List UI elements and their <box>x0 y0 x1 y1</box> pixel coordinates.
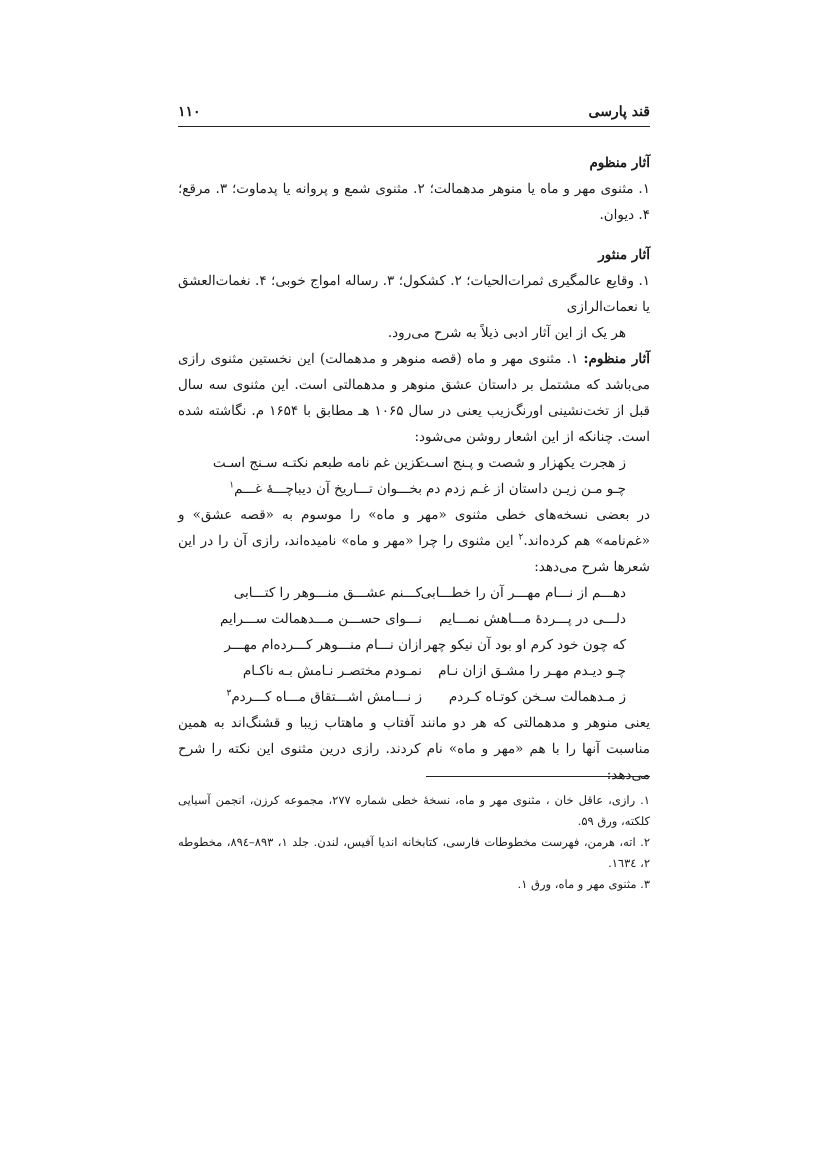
hemistich-first: چـو دیـدم مهـر را مشـق ازان نـام <box>438 663 626 679</box>
footnote: ۱. رازی، عاقل خان ، مثنوی مهر و ماه، نسخهٔ خطی شماره ۲۷۷، مجموعه کرزن، انجمن آسیایی کلکته، ورق ۵۹. <box>178 793 650 828</box>
paragraph-2 <box>178 502 650 580</box>
couplet <box>178 658 626 684</box>
verse-works-heading: آثار منظوم <box>589 155 650 171</box>
verses-block-1 <box>178 450 650 502</box>
hemistich-text: ز نـــامش اشـــتقاق مـــاه کـــردم <box>231 689 422 705</box>
footnotes <box>178 790 650 895</box>
hemistich-text: بخـــوان تـــاریخ آن دیباچـــۀ غـــم <box>234 481 422 497</box>
couplet <box>178 606 626 632</box>
running-header <box>178 104 650 127</box>
footnote: ۲. اته، هرمن، فهرست مخطوطات فارسی، کتابخانه اندیا آفیس، لندن. جلد ۱، ۸۹۳–۸۹٤، مخطوطه ۲، ۱٦۳٤. <box>178 835 650 870</box>
hemistich-second <box>202 476 422 502</box>
couplet <box>178 580 626 606</box>
hemistich-first: چـو مـن زیـن داستان از غـم زدم دم <box>426 481 626 497</box>
page-number: ۱۱۰ <box>178 104 201 120</box>
hemistich-second: ازان نـــام منـــوهر کـــرده‌ام مهـــر <box>224 637 422 653</box>
couplet <box>178 450 626 476</box>
hemistich-first: دلـــی در پـــردۀ مـــاهش نمـــایم <box>439 611 626 627</box>
footnote-ref: ۲ <box>518 532 524 543</box>
couplet <box>178 632 626 658</box>
hemistich-first: که چون خود کرم او بود آن نیکو چهر <box>424 637 626 653</box>
hemistich-first: ز مـدهمالت سـخن کوتـاه کـردم <box>448 689 626 705</box>
footnote-ref: ۳ <box>226 688 232 699</box>
hemistich-first: ز هجرت یکهزار و شصت و پـنج اسـت <box>416 455 626 471</box>
prose-works-list: ۱. وقایع عالمگیری ثمرات‌الحیات؛ ۲. کشکول؛ ۳. رساله امواج خوبی؛ ۴. نغمات‌العشق یا نعمات‌الرازی <box>178 273 651 315</box>
paragraph-3: یعنی منوهر و مدهمالتی که هر دو مانند آفتاب و ماهتاب زیبا و قشنگ‌اند به همین مناسبت آنها را با هم «مهر و ماه» نام کردند. رازی درین مثنوی این نکته را شرح می‌دهد: <box>178 715 650 783</box>
footnote-divider <box>426 776 650 777</box>
couplet <box>178 476 626 502</box>
running-title: قند پارسی <box>588 104 650 120</box>
hemistich-second <box>202 684 422 710</box>
verses-block-2 <box>178 580 650 710</box>
section-text: ۱. مثنوی مهر و ماه (قصه منوهر و مدهمالت) این نخستین مثنوی رازی می‌باشد که مشتمل بر داستان عشق منوهر و مدهمالتی است. این مثنوی سه سال قبل از تخت‌نشینی اورنگ‌زیب یعنی در سال ۱۰۶۵ هـ مطابق با ۱۶۵۴ م. نگاشته شده است. چنانکه از این اشعار روشن می‌شود: <box>178 351 650 445</box>
hemistich-second: نمـودم مختصـر نـامش بـه ناکـام <box>242 663 422 679</box>
hemistich-second: کـــنم عشـــق منـــوهر را کتـــابی <box>233 585 422 601</box>
paragraph-2-text: در بعضی نسخه‌های خطی مثنوی «مهر و ماه» را موسوم به «قصه عشق» و «غم‌نامه» هم کرده‌اند. <box>178 507 650 549</box>
verse-works-list: ۱. مثنوی مهر و ماه یا منوهر مدهمالت؛ ۲. مثنوی شمع و پروانه یا پدماوت؛ ۳. مرقع؛ ۴. دیوان. <box>178 181 650 223</box>
hemistich-first: دهـــم از نـــام مهـــر آن را خطـــابی <box>420 585 626 601</box>
spacer <box>178 228 650 242</box>
hemistich-second: کزین غم نامه طبعم نکتـه سـنج اسـت <box>212 455 422 471</box>
intro-line: هر یک از این آثار ادبی ذیلاً به شرح می‌رود. <box>387 325 626 341</box>
prose-works-heading: آثار منثور <box>598 247 650 263</box>
footnote-ref: ۱ <box>229 480 235 491</box>
footnote: ۳. مثنوی مهر و ماه، ورق ۱. <box>517 877 650 891</box>
paragraph-2-rest: این مثنوی را چرا «مهر و ماه» نامیده‌اند، رازی آن را در این شعرها شرح می‌دهد: <box>178 533 650 575</box>
section-paragraph <box>178 346 650 450</box>
main-text <box>178 150 650 788</box>
couplet <box>178 684 626 710</box>
section-lead: آثار منظوم: <box>583 351 650 367</box>
hemistich-second: نـــوای حســـن مـــدهمالت ســـرایم <box>219 611 422 627</box>
